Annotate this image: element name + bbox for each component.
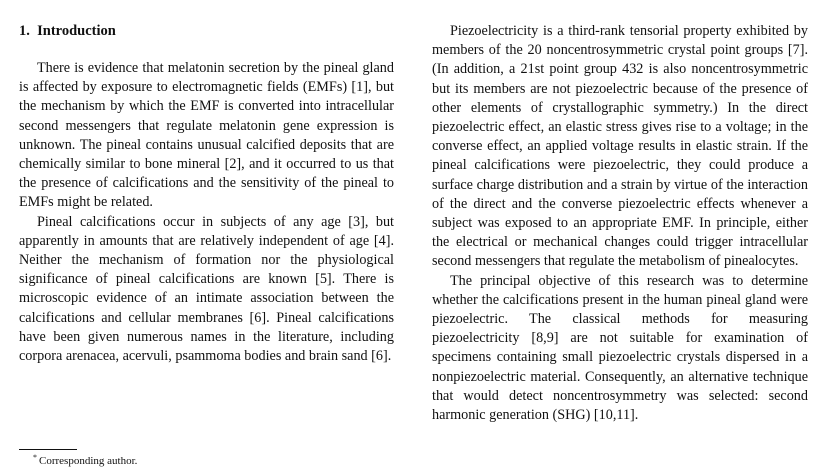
footnote-text: Corresponding author. — [39, 455, 138, 467]
footnote — [33, 451, 137, 468]
footnote-marker: * — [33, 453, 37, 462]
body-paragraph: Piezoelectricity is a third-rank tensorial property exhibited by members of the 20 noncentrosymmetric crystal point groups [7]. (In addition, a 21st point group 432 is also noncentrosymmetric but its members are not piezoelectric because of the presence of other elements of crystallographic symmetry.) In the direct piezoelectric effect, an elastic stress gives rise to a voltage; in the converse effect, an applied voltage results in elastic strain. If the pineal calcifications were piezoelectric, they could produce a surface charge distribution and a strain by virtue of the interaction of the direct and the converse piezoelectric effects whenever a subject was exposed to an appropriate EMF. In principle, either the electrical or mechanical changes could trigger intracellular second messengers that regulate the metabolism of pinealocytes. — [432, 23, 808, 270]
left-column-body — [19, 59, 394, 366]
right-column-body — [432, 22, 808, 425]
footnote-divider — [19, 449, 77, 450]
body-paragraph: The principal objective of this research was to determine whether the calcifications present in the human pineal gland were piezoelectric. The classical methods for measuring piezoelectricity [8,9] are not suitable for examination of specimens containing small piezoelectric crystals dispersed in a nonpiezoelectric material. Consequently, an alternative technique that would detect noncentrosymmetry was selected: second harmonic generation (SHG) [10,11]. — [432, 272, 808, 424]
section-number: 1. — [19, 23, 30, 39]
body-paragraph: There is evidence that melatonin secretion by the pineal gland is affected by exposure to electromagnetic fields (EMFs) [1], but the mechanism by which the EMF is converted into intracellular second messengers that regulate melatonin gene expression is unknown. The pineal contains unusual calcified deposits that are chemically similar to bone mineral [2], and it occurred to us that the presence of calcifications and the sensitivity of the pineal to EMFs might be related. — [19, 60, 394, 211]
section-title: Introduction — [37, 23, 116, 39]
section-heading — [19, 22, 116, 41]
body-paragraph: Pineal calcifications occur in subjects of any age [3], but apparently in amounts that are relatively independent of age [4]. Neither the mechanism of formation nor the physiological significance of pineal calcifications are known [5]. There is microscopic evidence of an intimate association between the calcifications and cellular membranes [6]. Pineal calcifications have been given numerous names in the literature, including corpora arenacea, acervuli, psammoma bodies and brain sand [6]. — [19, 213, 394, 365]
